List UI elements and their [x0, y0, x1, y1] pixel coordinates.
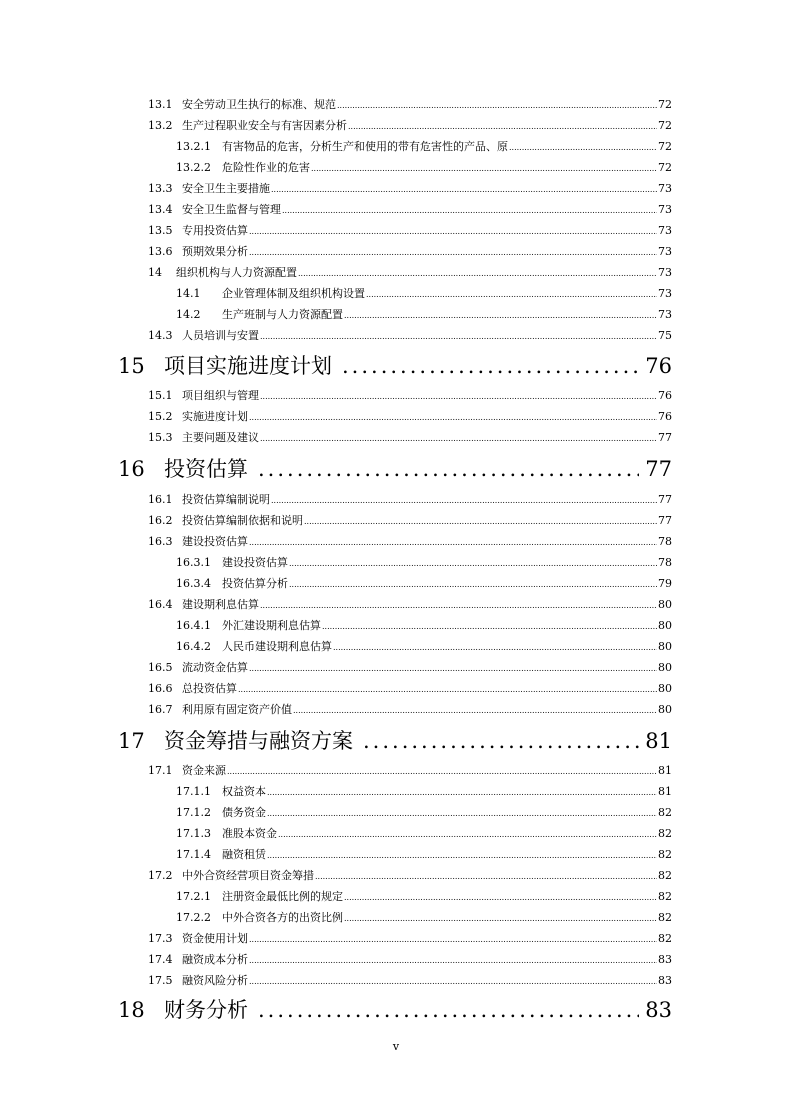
toc-entry-title: 资金来源 [182, 764, 226, 777]
toc-entry[interactable] [148, 932, 672, 946]
toc-entry-page: 72 [658, 119, 672, 132]
toc-entry-number: 17.1.4 [176, 848, 211, 861]
toc-entry-number: 17.2 [148, 869, 173, 882]
toc-entry-page: 76 [658, 410, 672, 423]
toc-entry-title: 外汇建设期利息估算 [222, 619, 321, 632]
toc-entry[interactable] [148, 703, 672, 717]
toc-entry-title: 利用原有固定资产价值 [182, 703, 292, 716]
toc-entry[interactable] [176, 890, 672, 904]
toc-entry[interactable] [176, 785, 672, 799]
toc-entry[interactable] [148, 974, 672, 988]
toc-entry-title: 中外合资经营项目资金筹措 [182, 869, 314, 882]
toc-entry[interactable] [148, 119, 672, 133]
toc-entry-page: 73 [658, 287, 672, 300]
dot-leader [366, 288, 657, 302]
toc-entry-title: 投资估算编制说明 [182, 493, 270, 506]
dot-leader [258, 455, 639, 483]
toc-entry-page: 82 [658, 806, 672, 819]
toc-entry-number: 17.3 [148, 932, 173, 945]
dot-leader [249, 536, 657, 550]
toc-entry[interactable] [176, 161, 672, 175]
toc-entry-number: 17.2.1 [176, 890, 211, 903]
toc-entry-title: 债务资金 [222, 806, 266, 819]
toc-entry-title: 项目组织与管理 [182, 389, 259, 402]
toc-entry-title: 投资估算编制依据和说明 [182, 514, 303, 527]
toc-entry-number: 17.2.2 [176, 911, 211, 924]
toc-entry-title: 主要问题及建议 [182, 431, 259, 444]
dot-leader [293, 704, 657, 718]
toc-entry-title: 财务分析 [164, 998, 248, 1022]
toc-entry[interactable] [176, 848, 672, 862]
toc-entry-title: 总投资估算 [182, 682, 237, 695]
toc-entry-number: 13.2.2 [176, 161, 211, 174]
dot-leader [227, 765, 657, 779]
toc-entry-number: 15.2 [148, 410, 173, 423]
dot-leader [289, 557, 657, 571]
dot-leader [311, 162, 657, 176]
toc-entry-page: 76 [645, 354, 672, 378]
dot-leader [348, 120, 657, 134]
dot-leader [249, 411, 657, 425]
toc-entry-page: 75 [658, 329, 672, 342]
toc-entry[interactable] [148, 410, 672, 424]
toc-entry-page: 83 [658, 974, 672, 987]
dot-leader [267, 807, 657, 821]
toc-entry-number: 16.3 [148, 535, 173, 548]
toc-entry-number: 17.1 [148, 764, 173, 777]
toc-entry-title: 建设投资估算 [222, 556, 288, 569]
toc-entry-title: 生产过程职业安全与有害因素分析 [182, 119, 347, 132]
toc-entry-title: 中外合资各方的出资比例 [222, 911, 343, 924]
dot-leader [363, 727, 639, 755]
toc-entry-number: 16 [118, 457, 145, 481]
toc-entry-title: 人民币建设期利息估算 [222, 640, 332, 653]
toc-entry[interactable] [148, 682, 672, 696]
toc-chapter-entry[interactable] [118, 727, 672, 755]
dot-leader [271, 494, 657, 508]
toc-entry-page: 82 [658, 848, 672, 861]
toc-entry-title: 实施进度计划 [182, 410, 248, 423]
dot-leader [298, 267, 657, 281]
toc-entry-number: 17.1.1 [176, 785, 211, 798]
dot-leader [249, 662, 657, 676]
toc-entry-title: 资金使用计划 [182, 932, 248, 945]
dot-leader [249, 954, 657, 968]
toc-entry-number: 14.2 [176, 308, 201, 321]
toc-entry-page: 82 [658, 827, 672, 840]
toc-entry-page: 73 [658, 308, 672, 321]
toc-entry-page: 72 [658, 140, 672, 153]
toc-entry-number: 15.1 [148, 389, 173, 402]
toc-entry-number: 16.4.2 [176, 640, 211, 653]
toc-entry-page: 82 [658, 932, 672, 945]
toc-entry-page: 83 [645, 998, 672, 1022]
toc-entry-number: 13.3 [148, 182, 173, 195]
toc-entry[interactable] [148, 953, 672, 967]
toc-entry[interactable] [148, 224, 672, 238]
toc-entry[interactable] [148, 329, 672, 343]
toc-entry-number: 16.7 [148, 703, 173, 716]
toc-entry-number: 16.6 [148, 682, 173, 695]
toc-entry-number: 16.1 [148, 493, 173, 506]
toc-entry[interactable] [148, 389, 672, 403]
toc-entry-number: 15 [118, 354, 145, 378]
toc-entry-page: 72 [658, 98, 672, 111]
toc-entry-number: 17.1.3 [176, 827, 211, 840]
toc-entry[interactable] [148, 869, 672, 883]
toc-entry-number: 14 [148, 266, 162, 279]
toc-entry-title: 安全卫生主要措施 [182, 182, 270, 195]
dot-leader [289, 578, 657, 592]
toc-entry[interactable] [148, 203, 672, 217]
dot-leader [342, 352, 639, 380]
toc-entry-page: 76 [658, 389, 672, 402]
toc-entry-page: 78 [658, 535, 672, 548]
dot-leader [344, 912, 657, 926]
dot-leader [238, 683, 657, 697]
toc-entry[interactable] [176, 827, 672, 841]
toc-entry-title: 预期效果分析 [182, 245, 248, 258]
dot-leader [258, 996, 639, 1024]
toc-entry-title: 建设投资估算 [182, 535, 248, 548]
dot-leader [337, 99, 657, 113]
toc-entry-number: 16.4.1 [176, 619, 211, 632]
toc-entry-title: 建设期利息估算 [182, 598, 259, 611]
toc-entry-number: 14.3 [148, 329, 173, 342]
toc-chapter-entry[interactable] [118, 352, 672, 380]
dot-leader [260, 390, 657, 404]
toc-entry[interactable] [148, 493, 672, 507]
page-number-footer: v [392, 1040, 400, 1053]
toc-entry-page: 82 [658, 890, 672, 903]
toc-entry-title: 组织机构与人力资源配置 [176, 266, 297, 279]
dot-leader [249, 933, 657, 947]
toc-entry-page: 73 [658, 182, 672, 195]
toc-entry[interactable] [176, 640, 672, 654]
toc-entry-title: 人员培训与安置 [182, 329, 259, 342]
toc-entry-page: 82 [658, 911, 672, 924]
toc-entry-number: 13.4 [148, 203, 173, 216]
toc-entry-title: 项目实施进度计划 [164, 354, 332, 378]
toc-entry-page: 72 [658, 161, 672, 174]
toc-entry[interactable] [148, 245, 672, 259]
toc-entry[interactable] [176, 287, 672, 301]
toc-entry-number: 16.4 [148, 598, 173, 611]
toc-entry-page: 81 [658, 785, 672, 798]
dot-leader [322, 620, 657, 634]
toc-entry-number: 13.6 [148, 245, 173, 258]
toc-entry-number: 13.2 [148, 119, 173, 132]
toc-entry-title: 安全卫生监督与管理 [182, 203, 281, 216]
toc-entry-title: 融资成本分析 [182, 953, 248, 966]
toc-entry-page: 82 [658, 869, 672, 882]
toc-chapter-entry[interactable] [118, 996, 672, 1024]
dot-leader [260, 432, 657, 446]
dot-leader [282, 204, 657, 218]
toc-entry-page: 80 [658, 703, 672, 716]
toc-entry-page: 83 [658, 953, 672, 966]
toc-entry-page: 77 [645, 457, 672, 481]
toc-entry-page: 80 [658, 661, 672, 674]
toc-chapter-entry[interactable] [118, 455, 672, 483]
toc-entry-page: 80 [658, 640, 672, 653]
toc-entry-page: 73 [658, 203, 672, 216]
toc-entry[interactable] [148, 431, 672, 445]
toc-entry[interactable] [148, 182, 672, 196]
dot-leader [267, 786, 657, 800]
toc-entry-number: 18 [118, 998, 145, 1022]
toc-entry-page: 81 [658, 764, 672, 777]
dot-leader [509, 141, 657, 155]
dot-leader [260, 599, 657, 613]
toc-entry[interactable] [148, 535, 672, 549]
toc-entry-title: 安全劳动卫生执行的标准、规范 [182, 98, 336, 111]
toc-entry[interactable] [148, 598, 672, 612]
toc-entry[interactable] [148, 98, 672, 112]
toc-entry-page: 73 [658, 266, 672, 279]
toc-entry[interactable] [176, 911, 672, 925]
toc-entry-number: 16.5 [148, 661, 173, 674]
dot-leader [260, 330, 657, 344]
toc-entry[interactable] [176, 556, 672, 570]
toc-entry[interactable] [148, 514, 672, 528]
toc-entry-number: 13.1 [148, 98, 173, 111]
toc-entry-title: 权益资本 [222, 785, 266, 798]
toc-entry-page: 77 [658, 514, 672, 527]
toc-entry-title: 融资风险分析 [182, 974, 248, 987]
toc-entry-number: 17.5 [148, 974, 173, 987]
toc-entry-title: 融资租赁 [222, 848, 266, 861]
toc-entry-page: 79 [658, 577, 672, 590]
toc-entry-title: 注册资金最低比例的规定 [222, 890, 343, 903]
dot-leader [249, 225, 657, 239]
toc-entry-title: 流动资金估算 [182, 661, 248, 674]
toc-entry-page: 81 [645, 729, 672, 753]
toc-entry-title: 投资估算 [164, 457, 248, 481]
toc-entry-title: 有害物品的危害，分析生产和使用的带有危害性的产品、原 [222, 140, 508, 153]
toc-entry[interactable] [176, 140, 672, 154]
dot-leader [271, 183, 657, 197]
toc-entry-page: 80 [658, 598, 672, 611]
toc-entry[interactable] [176, 619, 672, 633]
toc-entry-title: 资金筹措与融资方案 [164, 729, 353, 753]
toc-entry[interactable] [148, 266, 672, 280]
toc-entry-number: 16.2 [148, 514, 173, 527]
toc-entry-number: 17.4 [148, 953, 173, 966]
toc-entry-number: 16.3.1 [176, 556, 211, 569]
toc-entry-page: 80 [658, 682, 672, 695]
toc-entry-title: 生产班制与人力资源配置 [222, 308, 343, 321]
toc-entry[interactable] [176, 806, 672, 820]
dot-leader [267, 849, 657, 863]
toc-entry-page: 73 [658, 224, 672, 237]
dot-leader [249, 246, 657, 260]
dot-leader [344, 891, 657, 905]
toc-entry-number: 15.3 [148, 431, 173, 444]
toc-entry[interactable] [176, 577, 672, 591]
toc-entry-number: 14.1 [176, 287, 201, 300]
toc-entry-title: 专用投资估算 [182, 224, 248, 237]
toc-entry-number: 17 [118, 729, 145, 753]
toc-entry-page: 77 [658, 493, 672, 506]
toc-entry-number: 16.3.4 [176, 577, 211, 590]
toc-entry[interactable] [148, 661, 672, 675]
dot-leader [304, 515, 657, 529]
dot-leader [315, 870, 657, 884]
toc-entry-number: 17.1.2 [176, 806, 211, 819]
dot-leader [333, 641, 657, 655]
toc-entry[interactable] [176, 308, 672, 322]
dot-leader [344, 309, 657, 323]
dot-leader [278, 828, 657, 842]
toc-entry-number: 13.2.1 [176, 140, 211, 153]
toc-entry-page: 80 [658, 619, 672, 632]
toc-entry-title: 准股本资金 [222, 827, 277, 840]
toc-entry-page: 78 [658, 556, 672, 569]
toc-entry[interactable] [148, 764, 672, 778]
toc-entry-page: 73 [658, 245, 672, 258]
toc-entry-page: 77 [658, 431, 672, 444]
dot-leader [249, 975, 657, 989]
toc-entry-number: 13.5 [148, 224, 173, 237]
toc-entry-title: 投资估算分析 [222, 577, 288, 590]
toc-entry-title: 企业管理体制及组织机构设置 [222, 287, 365, 300]
toc-entry-title: 危险性作业的危害 [222, 161, 310, 174]
